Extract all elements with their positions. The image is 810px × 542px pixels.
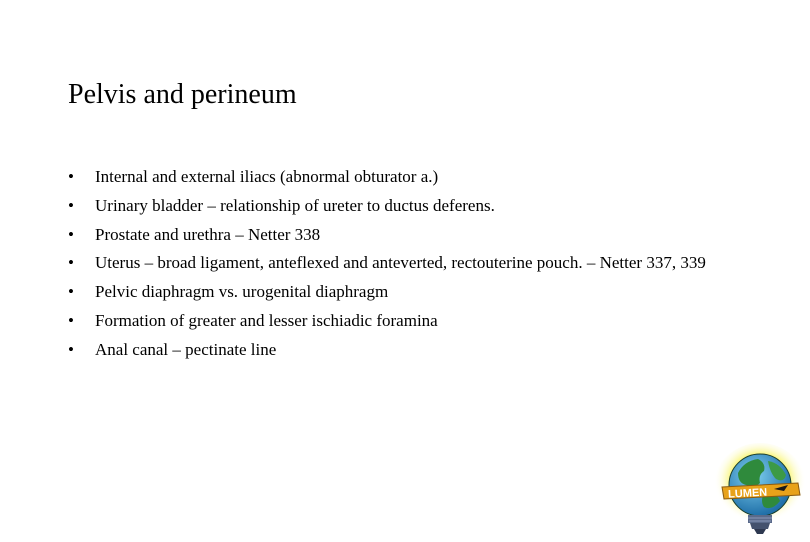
bullet-item xyxy=(68,335,768,364)
bullet-item xyxy=(68,162,768,191)
bullet-text: Anal canal – pectinate line xyxy=(95,340,277,359)
bullet-item xyxy=(68,249,768,277)
bullet-list xyxy=(68,162,768,364)
bullet-item xyxy=(68,220,768,249)
bullet-text: Formation of greater and lesser ischiadic foramina xyxy=(95,311,438,330)
bullet-dot: • xyxy=(68,340,74,359)
bullet-item xyxy=(68,277,768,306)
bullet-item xyxy=(68,306,768,335)
bullet-dot: • xyxy=(68,225,74,244)
slide-title: Pelvis and perineum xyxy=(68,79,297,110)
bullet-text: Prostate and urethra – Netter 338 xyxy=(95,225,321,244)
bullet-text: Internal and external iliacs (abnormal obturator a.) xyxy=(95,167,439,186)
bullet-dot: • xyxy=(68,196,74,215)
bulb-tip xyxy=(754,529,766,534)
bullet-text: Pelvic diaphragm vs. urogenital diaphragm xyxy=(95,282,389,301)
logo-text: LUMEN xyxy=(727,486,768,501)
bullet-dot: • xyxy=(68,311,74,330)
bulb-base xyxy=(748,515,772,523)
bullet-dot: • xyxy=(68,253,74,272)
bullet-item xyxy=(68,191,768,220)
bullet-text: Uterus – broad ligament, anteflexed and anteverted, rectouterine pouch. – Netter 337, 339 xyxy=(95,253,706,272)
bulb-base xyxy=(750,523,770,529)
lightbulb-globe-icon xyxy=(714,443,806,537)
bullet-dot: • xyxy=(68,282,74,301)
bullet-dot: • xyxy=(68,167,74,186)
lumen-logo xyxy=(714,443,806,537)
bullet-text: Urinary bladder – relationship of ureter to ductus deferens. xyxy=(95,196,495,215)
